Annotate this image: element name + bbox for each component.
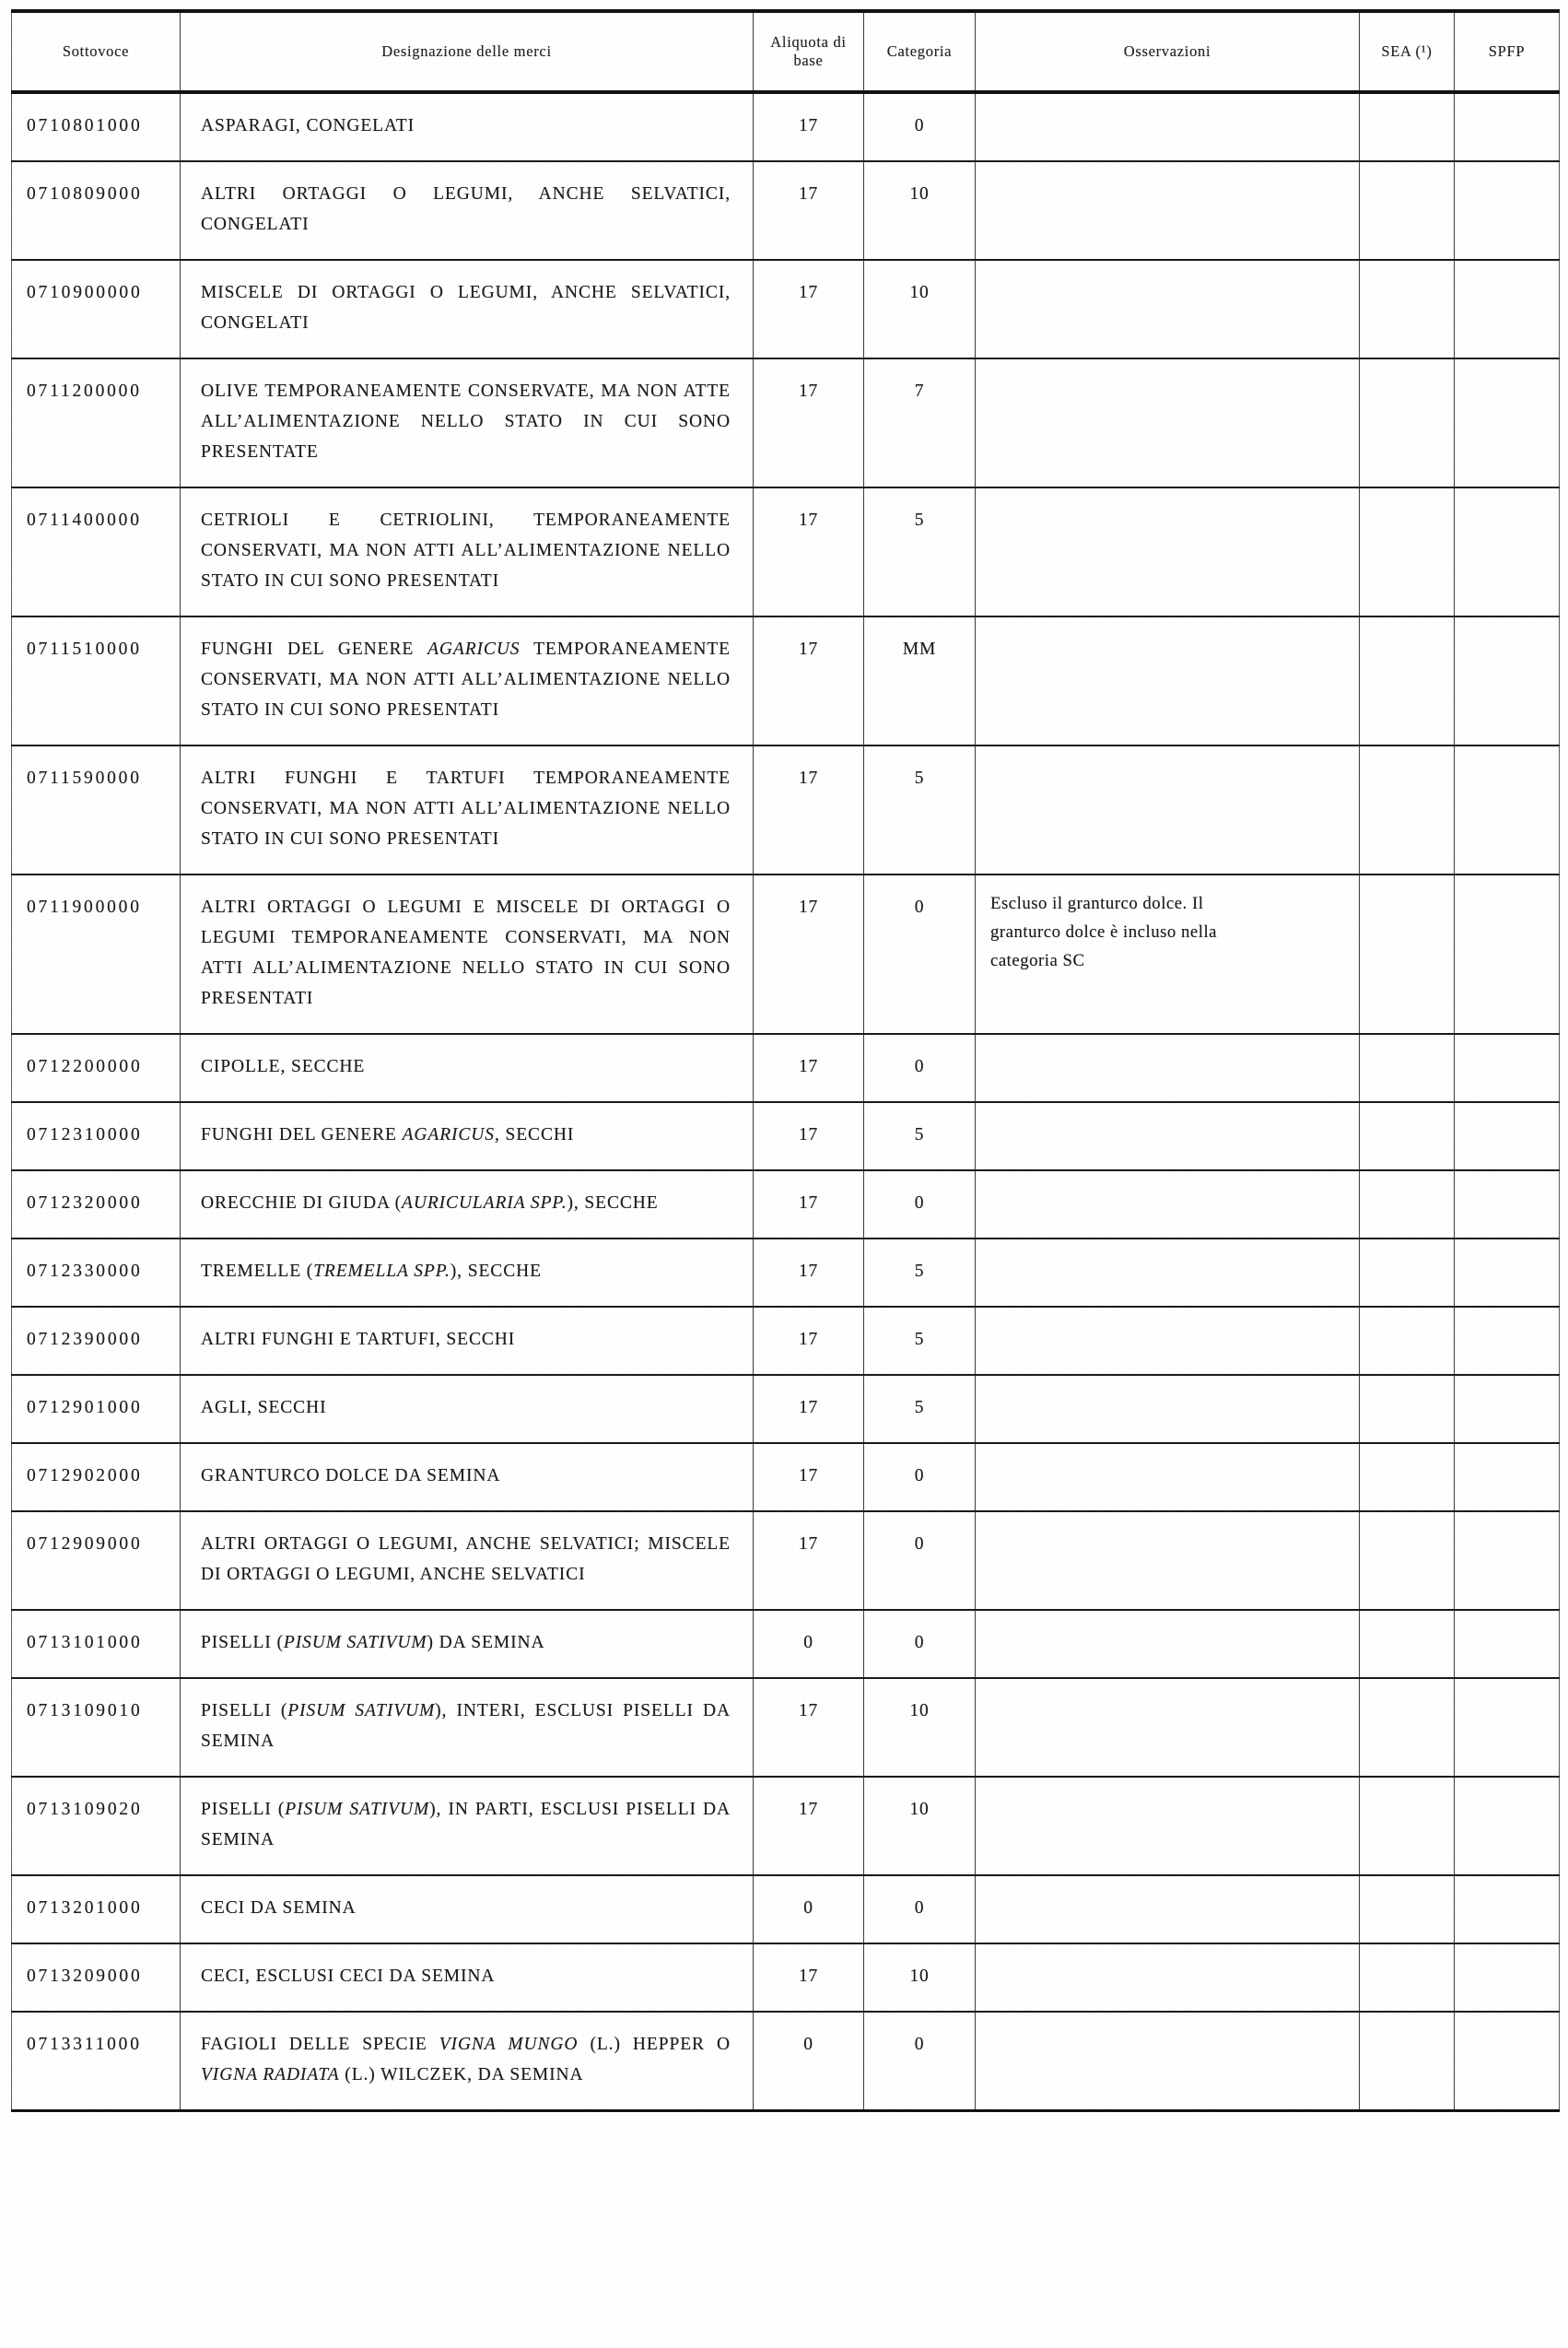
- description-text: CECI, ESCLUSI CECI DA SEMINA: [201, 1966, 496, 1986]
- cell-base-rate: 17: [754, 1678, 864, 1777]
- cell-goods-description: [181, 1777, 754, 1875]
- description-text: ) DA SEMINA: [427, 1633, 545, 1652]
- cell-observations: [976, 1875, 1360, 1943]
- description-text: ), INTERI, ESCLUSI PISELLI DA SEMINA: [201, 1701, 731, 1751]
- cell-subheading-code: 0712200000: [12, 1034, 181, 1102]
- cell-spfp: [1455, 358, 1560, 487]
- description-text: CETRIOLI E CETRIOLINI, TEMPORANEAMENTE CONSERVATI, MA NON ATTI ALL’ALIMENTAZIONE NELLO STATO IN CUI SONO PRESENTATI: [201, 511, 731, 591]
- cell-category: 0: [864, 2012, 976, 2111]
- table-row: [12, 1034, 1560, 1102]
- cell-category: 0: [864, 1443, 976, 1511]
- cell-subheading-code: 0711400000: [12, 487, 181, 616]
- cell-sea: [1360, 487, 1455, 616]
- cell-observations: [976, 1443, 1360, 1511]
- cell-subheading-code: 0713209000: [12, 1943, 181, 2012]
- tariff-table: [11, 9, 1560, 2112]
- description-text: ALTRI ORTAGGI O LEGUMI, ANCHE SELVATICI, CONGELATI: [201, 184, 731, 234]
- cell-goods-description: [181, 1443, 754, 1511]
- cell-base-rate: 17: [754, 616, 864, 745]
- cell-sea: [1360, 1875, 1455, 1943]
- cell-spfp: [1455, 161, 1560, 260]
- cell-observations: [976, 1375, 1360, 1443]
- cell-category: 0: [864, 1170, 976, 1239]
- cell-spfp: [1455, 1443, 1560, 1511]
- cell-base-rate: 17: [754, 1443, 864, 1511]
- cell-base-rate: 17: [754, 1375, 864, 1443]
- cell-observations: Escluso il granturco dolce. Il granturco dolce è incluso nella categoria SC: [976, 875, 1360, 1034]
- cell-category: 0: [864, 1511, 976, 1610]
- cell-sea: [1360, 1443, 1455, 1511]
- table-row: [12, 745, 1560, 875]
- cell-category: 10: [864, 260, 976, 358]
- header-row: [12, 11, 1560, 92]
- cell-subheading-code: 0712330000: [12, 1239, 181, 1307]
- cell-base-rate: 17: [754, 1170, 864, 1239]
- description-text: ASPARAGI, CONGELATI: [201, 116, 415, 135]
- cell-goods-description: [181, 1875, 754, 1943]
- cell-subheading-code: 0712310000: [12, 1102, 181, 1170]
- cell-observations: [976, 1777, 1360, 1875]
- table-row: [12, 1102, 1560, 1170]
- cell-subheading-code: 0713109020: [12, 1777, 181, 1875]
- table-body: [12, 92, 1560, 2111]
- cell-spfp: [1455, 616, 1560, 745]
- cell-category: 10: [864, 1943, 976, 2012]
- cell-goods-description: [181, 260, 754, 358]
- scientific-name: PISUM SATIVUM: [285, 1800, 430, 1819]
- cell-sea: [1360, 1170, 1455, 1239]
- cell-goods-description: [181, 1307, 754, 1375]
- table-row: [12, 92, 1560, 161]
- cell-base-rate: 0: [754, 2012, 864, 2111]
- cell-spfp: [1455, 1777, 1560, 1875]
- cell-category: 10: [864, 161, 976, 260]
- cell-sea: [1360, 358, 1455, 487]
- description-text: ORECCHIE DI GIUDA (: [201, 1193, 403, 1213]
- cell-goods-description: [181, 1375, 754, 1443]
- cell-category: 10: [864, 1678, 976, 1777]
- cell-category: 5: [864, 487, 976, 616]
- cell-spfp: [1455, 487, 1560, 616]
- cell-spfp: [1455, 1102, 1560, 1170]
- cell-goods-description: [181, 358, 754, 487]
- cell-observations: [976, 1610, 1360, 1678]
- description-text: FAGIOLI DELLE SPECIE: [201, 2035, 439, 2054]
- cell-subheading-code: 0712909000: [12, 1511, 181, 1610]
- cell-goods-description: [181, 1610, 754, 1678]
- column-header-osservazioni: Osservazioni: [976, 11, 1360, 92]
- cell-goods-description: [181, 616, 754, 745]
- cell-sea: [1360, 1511, 1455, 1610]
- table-row: [12, 2012, 1560, 2111]
- cell-spfp: [1455, 2012, 1560, 2111]
- description-text: AGLI, SECCHI: [201, 1398, 327, 1417]
- cell-sea: [1360, 1678, 1455, 1777]
- cell-spfp: [1455, 92, 1560, 161]
- cell-sea: [1360, 1375, 1455, 1443]
- cell-sea: [1360, 745, 1455, 875]
- cell-observations: [976, 487, 1360, 616]
- table-row: [12, 161, 1560, 260]
- cell-base-rate: 17: [754, 161, 864, 260]
- cell-goods-description: [181, 2012, 754, 2111]
- table-row: [12, 1610, 1560, 1678]
- cell-sea: [1360, 2012, 1455, 2111]
- cell-base-rate: 17: [754, 92, 864, 161]
- description-text: CIPOLLE, SECCHE: [201, 1057, 366, 1076]
- table-row: [12, 1307, 1560, 1375]
- cell-observations: [976, 1307, 1360, 1375]
- description-text: ), SECCHE: [450, 1262, 542, 1281]
- cell-category: 0: [864, 875, 976, 1034]
- table-row: [12, 1443, 1560, 1511]
- description-text: PISELLI (: [201, 1633, 284, 1652]
- cell-sea: [1360, 1102, 1455, 1170]
- cell-base-rate: 17: [754, 1102, 864, 1170]
- cell-goods-description: [181, 745, 754, 875]
- column-header-sottovoce: Sottovoce: [12, 11, 181, 92]
- scientific-name: VIGNA MUNGO: [439, 2035, 579, 2054]
- column-header-sea: SEA (¹): [1360, 11, 1455, 92]
- cell-subheading-code: 0713109010: [12, 1678, 181, 1777]
- cell-category: 0: [864, 92, 976, 161]
- table-row: [12, 1170, 1560, 1239]
- cell-base-rate: 17: [754, 1777, 864, 1875]
- description-text: ), SECCHE: [567, 1193, 659, 1213]
- cell-observations: [976, 1943, 1360, 2012]
- cell-sea: [1360, 92, 1455, 161]
- column-header-categoria: Categoria: [864, 11, 976, 92]
- cell-sea: [1360, 1307, 1455, 1375]
- cell-base-rate: 17: [754, 1034, 864, 1102]
- cell-goods-description: [181, 1239, 754, 1307]
- column-header-spfp: SPFP: [1455, 11, 1560, 92]
- cell-sea: [1360, 875, 1455, 1034]
- cell-base-rate: 17: [754, 1307, 864, 1375]
- cell-spfp: [1455, 875, 1560, 1034]
- table-row: [12, 616, 1560, 745]
- description-text: ALTRI ORTAGGI O LEGUMI E MISCELE DI ORTAGGI O LEGUMI TEMPORANEAMENTE CONSERVATI, MA NON ATTI ALL’ALIMENTAZIONE NELLO STATO IN CUI SONO PRESENTATI: [201, 898, 731, 1008]
- cell-category: 0: [864, 1610, 976, 1678]
- cell-subheading-code: 0713101000: [12, 1610, 181, 1678]
- tariff-sheet: [11, 9, 1559, 2112]
- cell-observations: [976, 1102, 1360, 1170]
- cell-base-rate: 17: [754, 1239, 864, 1307]
- cell-observations: [976, 1034, 1360, 1102]
- cell-sea: [1360, 616, 1455, 745]
- cell-goods-description: [181, 1943, 754, 2012]
- cell-spfp: [1455, 260, 1560, 358]
- table-row: [12, 1875, 1560, 1943]
- description-text: FUNGHI DEL GENERE: [201, 640, 428, 659]
- cell-sea: [1360, 260, 1455, 358]
- cell-observations: [976, 616, 1360, 745]
- cell-spfp: [1455, 1170, 1560, 1239]
- cell-goods-description: [181, 875, 754, 1034]
- cell-goods-description: [181, 161, 754, 260]
- description-text: GRANTURCO DOLCE DA SEMINA: [201, 1466, 501, 1485]
- cell-spfp: [1455, 1034, 1560, 1102]
- cell-subheading-code: 0712901000: [12, 1375, 181, 1443]
- cell-category: 10: [864, 1777, 976, 1875]
- description-text: MISCELE DI ORTAGGI O LEGUMI, ANCHE SELVATICI, CONGELATI: [201, 283, 731, 333]
- cell-goods-description: [181, 1102, 754, 1170]
- table-row: [12, 1511, 1560, 1610]
- table-row: [12, 1239, 1560, 1307]
- cell-base-rate: 17: [754, 487, 864, 616]
- cell-goods-description: [181, 1511, 754, 1610]
- cell-sea: [1360, 1610, 1455, 1678]
- cell-subheading-code: 0712390000: [12, 1307, 181, 1375]
- cell-spfp: [1455, 745, 1560, 875]
- description-text: PISELLI (: [201, 1701, 288, 1720]
- description-text: TEMPORANEAMENTE CONSERVATI, MA NON ATTI ALL’ALIMENTAZIONE NELLO STATO IN CUI SONO PRESENTATI: [201, 640, 731, 720]
- cell-observations: [976, 745, 1360, 875]
- cell-goods-description: [181, 487, 754, 616]
- cell-subheading-code: 0710809000: [12, 161, 181, 260]
- scientific-name: PISUM SATIVUM: [283, 1633, 427, 1652]
- table-row: [12, 875, 1560, 1034]
- cell-category: 5: [864, 745, 976, 875]
- cell-base-rate: 17: [754, 260, 864, 358]
- cell-category: 5: [864, 1375, 976, 1443]
- cell-sea: [1360, 1943, 1455, 2012]
- cell-base-rate: 17: [754, 875, 864, 1034]
- description-text: (L.) HEPPER O: [578, 2035, 731, 2054]
- cell-base-rate: 0: [754, 1610, 864, 1678]
- cell-category: 5: [864, 1102, 976, 1170]
- cell-spfp: [1455, 1239, 1560, 1307]
- cell-subheading-code: 0713201000: [12, 1875, 181, 1943]
- cell-subheading-code: 0710900000: [12, 260, 181, 358]
- cell-observations: [976, 358, 1360, 487]
- column-header-designazione: Designazione delle merci: [181, 11, 754, 92]
- scientific-name: PISUM SATIVUM: [287, 1701, 436, 1720]
- cell-subheading-code: 0712902000: [12, 1443, 181, 1511]
- cell-spfp: [1455, 1875, 1560, 1943]
- cell-category: 5: [864, 1307, 976, 1375]
- cell-spfp: [1455, 1307, 1560, 1375]
- cell-category: 0: [864, 1875, 976, 1943]
- cell-observations: [976, 260, 1360, 358]
- cell-sea: [1360, 1034, 1455, 1102]
- cell-goods-description: [181, 1170, 754, 1239]
- cell-observations: [976, 1239, 1360, 1307]
- cell-observations: [976, 1678, 1360, 1777]
- scientific-name: AGARICUS: [402, 1125, 495, 1145]
- description-text: CECI DA SEMINA: [201, 1898, 357, 1918]
- description-text: TREMELLE (: [201, 1262, 314, 1281]
- table-row: [12, 260, 1560, 358]
- cell-goods-description: [181, 1678, 754, 1777]
- cell-subheading-code: 0713311000: [12, 2012, 181, 2111]
- cell-observations: [976, 1170, 1360, 1239]
- cell-observations: [976, 92, 1360, 161]
- cell-spfp: [1455, 1375, 1560, 1443]
- table-row: [12, 487, 1560, 616]
- cell-spfp: [1455, 1610, 1560, 1678]
- cell-category: 0: [864, 1034, 976, 1102]
- table-row: [12, 1777, 1560, 1875]
- description-text: ALTRI FUNGHI E TARTUFI, SECCHI: [201, 1330, 516, 1349]
- cell-sea: [1360, 1239, 1455, 1307]
- cell-base-rate: 17: [754, 745, 864, 875]
- table-row: [12, 1678, 1560, 1777]
- table-row: [12, 1375, 1560, 1443]
- cell-category: 5: [864, 1239, 976, 1307]
- table-row: [12, 1943, 1560, 2012]
- cell-sea: [1360, 1777, 1455, 1875]
- description-text: ALTRI ORTAGGI O LEGUMI, ANCHE SELVATICI; MISCELE DI ORTAGGI O LEGUMI, ANCHE SELVATICI: [201, 1534, 731, 1584]
- table-row: [12, 358, 1560, 487]
- cell-sea: [1360, 161, 1455, 260]
- scientific-name: TREMELLA SPP.: [313, 1262, 451, 1281]
- cell-subheading-code: 0712320000: [12, 1170, 181, 1239]
- cell-observations: [976, 1511, 1360, 1610]
- cell-subheading-code: 0710801000: [12, 92, 181, 161]
- cell-category: MM: [864, 616, 976, 745]
- description-text: ), IN PARTI, ESCLUSI PISELLI DA SEMINA: [201, 1800, 731, 1849]
- cell-category: 7: [864, 358, 976, 487]
- cell-observations: [976, 2012, 1360, 2111]
- cell-subheading-code: 0711510000: [12, 616, 181, 745]
- scientific-name: AGARICUS: [427, 640, 521, 659]
- cell-spfp: [1455, 1511, 1560, 1610]
- cell-subheading-code: 0711590000: [12, 745, 181, 875]
- description-text: PISELLI (: [201, 1800, 286, 1819]
- cell-spfp: [1455, 1678, 1560, 1777]
- description-text: ALTRI FUNGHI E TARTUFI TEMPORANEAMENTE CONSERVATI, MA NON ATTI ALL’ALIMENTAZIONE NELLO STATO IN CUI SONO PRESENTATI: [201, 769, 731, 849]
- cell-base-rate: 0: [754, 1875, 864, 1943]
- cell-spfp: [1455, 1943, 1560, 2012]
- cell-base-rate: 17: [754, 358, 864, 487]
- description-text: (L.) WILCZEK, DA SEMINA: [339, 2065, 584, 2084]
- cell-subheading-code: 0711200000: [12, 358, 181, 487]
- cell-subheading-code: 0711900000: [12, 875, 181, 1034]
- description-text: , SECCHI: [494, 1125, 575, 1145]
- cell-goods-description: [181, 92, 754, 161]
- scientific-name: VIGNA RADIATA: [201, 2065, 340, 2084]
- cell-goods-description: [181, 1034, 754, 1102]
- description-text: FUNGHI DEL GENERE: [201, 1125, 403, 1145]
- column-header-aliquota-di-base: Aliquota di base: [754, 11, 864, 92]
- description-text: OLIVE TEMPORANEAMENTE CONSERVATE, MA NON ATTE ALL’ALIMENTAZIONE NELLO STATO IN CUI SONO PRESENTATE: [201, 382, 731, 462]
- scientific-name: AURICULARIA SPP.: [402, 1193, 568, 1213]
- cell-observations: [976, 161, 1360, 260]
- cell-base-rate: 17: [754, 1511, 864, 1610]
- cell-base-rate: 17: [754, 1943, 864, 2012]
